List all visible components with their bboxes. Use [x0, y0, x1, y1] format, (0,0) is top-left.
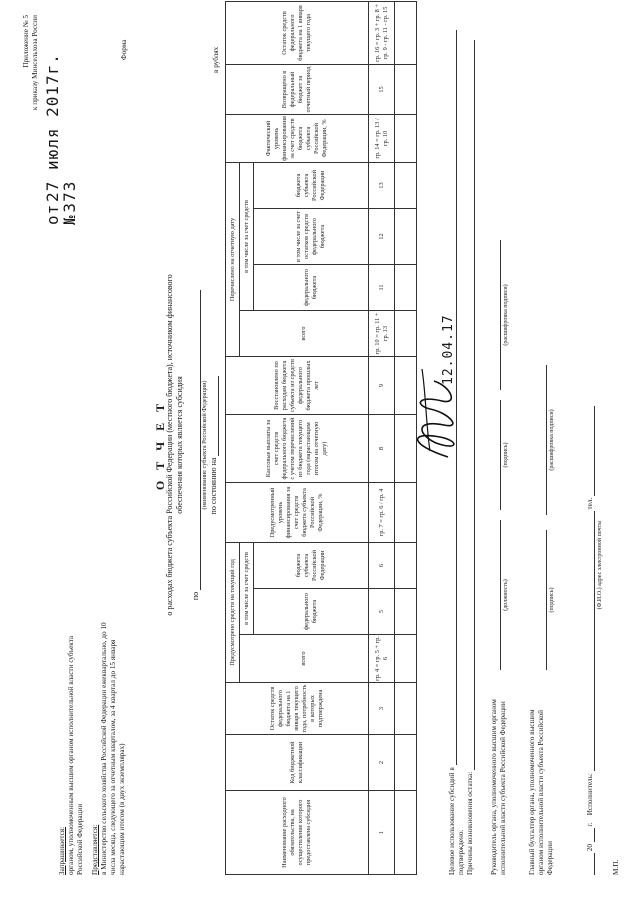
- th-name: Наименование расходного обязательства, на осуществление которого предоставлена субсидия: [226, 791, 369, 875]
- head-signature-caption: (подпись): [503, 442, 509, 468]
- report-title-block: [155, 135, 219, 755]
- col-num-3: 3: [369, 683, 395, 735]
- empty-cell: [395, 64, 417, 114]
- report-table: [225, 1, 417, 875]
- empty-cell: [395, 209, 417, 265]
- th-code: Код бюджетной классификации: [226, 735, 369, 791]
- th-transferred: Перечислено на отчетную дату: [226, 162, 240, 356]
- th-tr-incl: в том числе за счет средств: [240, 162, 254, 310]
- col-formula-10: гр. 10 = гр. 11 + гр. 13: [369, 311, 395, 357]
- chief-signature-caption: (подпись): [549, 587, 555, 613]
- th-level: Предусмотренный уровень финансирования за счет средств бюджета субъекта Российской Федерации, %: [226, 483, 369, 543]
- head-name-line: [500, 240, 501, 390]
- col-num-2: 2: [369, 735, 395, 791]
- chief-name-line: [546, 365, 547, 515]
- requested-text: органом, уполномоченным высшим органом исполнительной власти субъекта Российской Федерации: [67, 635, 84, 875]
- col-num-12: 12: [369, 209, 395, 265]
- report-title-line1: о расходах бюджета субъекта Российской Федерации (местного бюджета), источником финансового: [165, 274, 174, 616]
- remainder-reason-label: Причины возникновения остатка:: [466, 771, 474, 875]
- empty-cell: [395, 543, 417, 589]
- empty-cell: [395, 683, 417, 735]
- th-tr-fed-remain: в том числе за счет остатков средств федерального бюджета: [254, 209, 369, 265]
- th-planned-regional: бюджета субъекта Российской Федерации: [254, 543, 369, 589]
- th-planned-total: всего: [240, 635, 369, 683]
- seal-label: М.П.: [612, 859, 620, 875]
- po-label: по: [191, 591, 200, 601]
- date-year: 20: [586, 844, 594, 852]
- th-tr-federal: федерального бюджета: [254, 265, 369, 311]
- empty-cell: [395, 1, 417, 64]
- submitted-label: Представляется:: [91, 824, 99, 875]
- th-balance: Остаток средств федерального бюджета на 1 января текущего года: [226, 1, 369, 64]
- appendix-line2: к приказу Минсельхоза России: [31, 15, 39, 111]
- col-num-11: 11: [369, 265, 395, 311]
- th-planned-federal: федерального бюджета: [254, 589, 369, 635]
- th-restored: Восстановлено по расходам бюджета субъекта из средств федерального бюджета прошлых лет: [226, 357, 369, 415]
- col-num-1: 1: [369, 791, 395, 875]
- th-planned-incl: в том числе за счет средств: [240, 543, 254, 635]
- col-num-6: 6: [369, 543, 395, 589]
- executor-name-line: [594, 511, 595, 771]
- executor-label: Исполнитель:: [586, 773, 594, 816]
- th-returned: Возвращено в федеральный бюджет за отчетный период: [226, 64, 369, 114]
- head-name-caption: (расшифровка подписи): [503, 284, 509, 346]
- th-remainder: Остаток средств федерального бюджета на 1 января текущего года, потребность в которых подтверждена: [226, 683, 369, 735]
- empty-cell: [395, 114, 417, 162]
- unit-label: в рублях: [212, 46, 220, 73]
- empty-cell: [395, 589, 417, 635]
- col-formula-4: гр. 4 = гр. 5 + гр. 6: [369, 635, 395, 683]
- date-day-line: [594, 853, 595, 875]
- chief-signature-line: [546, 530, 547, 670]
- col-num-8: 8: [369, 415, 395, 483]
- empty-cell: [395, 265, 417, 311]
- appendix-date: 27 июля 2017г.: [43, 53, 62, 202]
- as-of-line: [218, 376, 219, 456]
- purpose-label: Целевое использование субсидий в: [448, 767, 456, 875]
- appendix-number: 373: [60, 180, 79, 213]
- head-position-line: [500, 520, 501, 670]
- executor-row: [586, 15, 595, 875]
- col-formula-7: гр. 7 = гр. 6 / гр. 4: [369, 483, 395, 543]
- number-prefix: №: [60, 214, 79, 225]
- th-actual: Фактический уровень финансирования за счет средств бюджета субъекта Российской Федерации, %: [226, 114, 369, 162]
- col-num-5: 5: [369, 589, 395, 635]
- empty-cell: [395, 162, 417, 208]
- phone-label: тел.: [586, 497, 594, 510]
- empty-cell: [395, 635, 417, 683]
- header-left: [58, 605, 133, 875]
- as-of-label: по состоянию на: [209, 457, 218, 515]
- th-planned: Предусмотрено средств на текущий год: [226, 543, 240, 683]
- confirmed-label: подтверждено.: [457, 829, 465, 875]
- region-note: (наименование субъекта Российской Федерации): [201, 380, 208, 510]
- th-cash: Кассовые выплаты за счет средств федерального бюджета с учетом перечислений из бюджета текущего года (нарастающим итогом на отчетную дату): [226, 415, 369, 483]
- remainder-fill-line: [474, 40, 475, 770]
- submitted-text: в Министерство сельского хозяйства Российской Федерации ежеквартально, до 10 числа месяца, следующего за отчетным кварталом, за 4 квартал до 15 января нарастающим итогом (в двух экземплярах): [100, 622, 126, 875]
- th-tr-total: всего: [240, 311, 369, 357]
- th-tr-regional: бюджета субъекта Российской Федерации: [254, 162, 369, 208]
- head-signature-line: [500, 400, 501, 510]
- chief-name-caption: (расшифровка подписи): [549, 409, 555, 471]
- date-g: г.: [586, 822, 594, 827]
- contact-note: (Ф.И.О.) адрес электронной почты: [597, 520, 603, 610]
- col-formula-14: гр. 14 = гр. 13 / гр. 10: [369, 114, 395, 162]
- date-year-line: [594, 828, 595, 842]
- empty-cell: [395, 483, 417, 543]
- report-heading: О Т Ч Е Т: [153, 399, 167, 491]
- requested-label: Запрашивается:: [58, 826, 66, 875]
- chief-accountant-label: Главный бухгалтер органа, уполномоченного высшим органом исполнительной власти субъекта Российской Федерации: [528, 709, 554, 875]
- report-title-line2: обеспечения которых является субсидия: [175, 376, 184, 514]
- empty-cell: [395, 791, 417, 875]
- appendix-block: [22, 15, 78, 225]
- handwritten-date: 12.04.17: [441, 314, 456, 385]
- col-num-15: 15: [369, 64, 395, 114]
- head-exec-label: Руководитель органа, уполномоченного высшим органом исполнительной власти субъекта Российской Федерации: [490, 699, 507, 875]
- date-prefix: от: [43, 203, 62, 225]
- form-label: Форма: [120, 39, 128, 60]
- col-num-9: 9: [369, 357, 395, 415]
- appendix-line1: Приложение № 5: [22, 15, 30, 68]
- head-position-caption: (должность): [503, 579, 509, 611]
- col-formula-16: гр. 16 = гр. 3 + гр. 8 + гр. 9 - гр. 11 - гр. 15: [369, 1, 395, 64]
- col-num-13: 13: [369, 162, 395, 208]
- handwritten-signature: [400, 335, 470, 465]
- empty-cell: [395, 735, 417, 791]
- phone-line: [594, 406, 595, 496]
